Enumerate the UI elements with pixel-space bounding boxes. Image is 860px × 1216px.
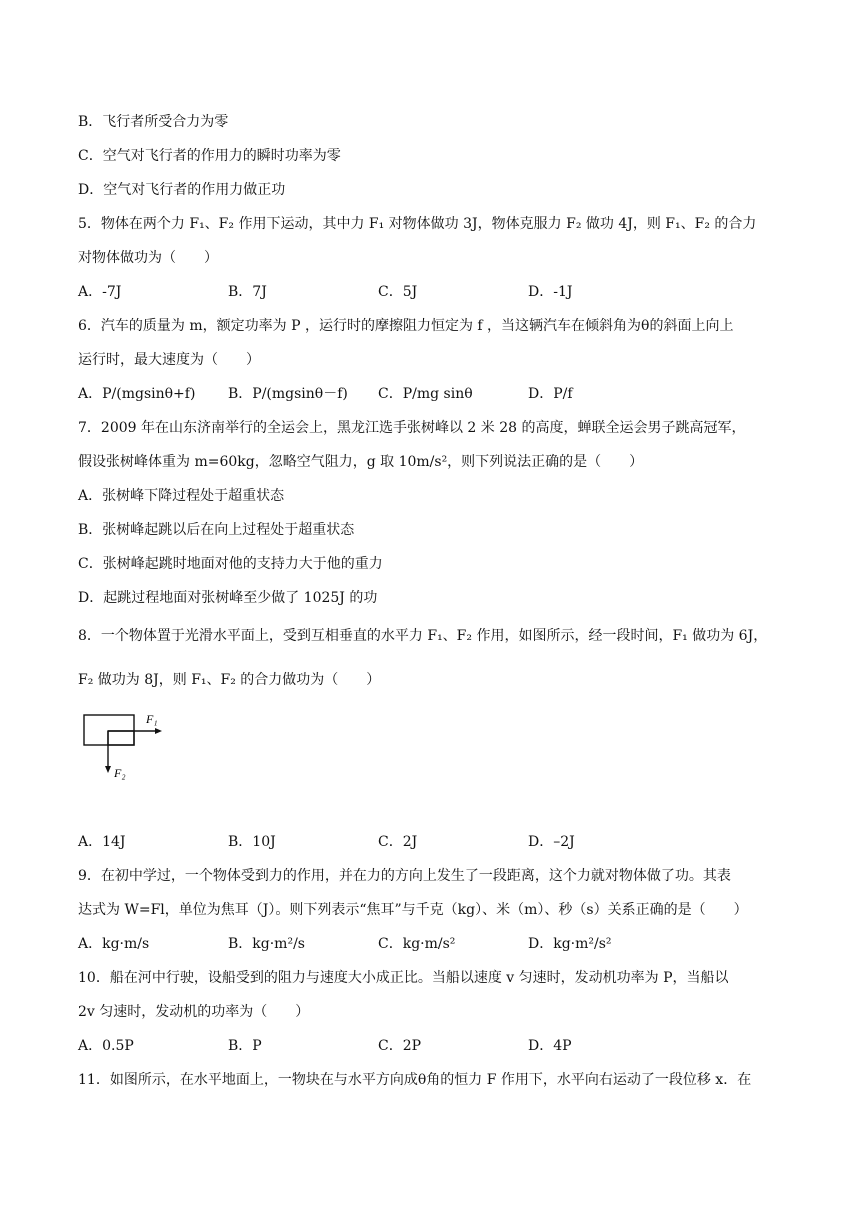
q10-stem-line2: 2v 匀速时，发动机的功率为（ ）	[78, 1004, 310, 1020]
q9-stem-line2: 达式为 W=Fl，单位为焦耳（J）。则下列表示“焦耳”与千克（kg）、米（m）、秒（s）关系正确的是（ ）	[78, 902, 748, 918]
q9-option-c: C．kg·m/s²	[378, 936, 456, 952]
f2-label: F₂	[114, 766, 126, 780]
q7-option-b: B．张树峰起跳以后在向上过程处于超重状态	[78, 522, 355, 538]
q6-option-d: D．P/f	[528, 386, 573, 402]
q8-option-c: C．2J	[378, 834, 418, 850]
q9-option-a: A．kg·m/s	[78, 936, 150, 952]
q5-option-c: C．5J	[378, 284, 418, 300]
q7-stem-line2: 假设张树峰体重为 m=60kg，忽略空气阻力，g 取 10m/s²，则下列说法正确的是（ ）	[78, 454, 644, 470]
q6-stem-line1: 6．汽车的质量为 m，额定功率为 P ，运行时的摩擦阻力恒定为 f ，当这辆汽车在倾斜角为θ的斜面上向上	[78, 318, 734, 334]
q10-option-b: B．P	[228, 1038, 262, 1054]
f1-label: F₁	[146, 712, 158, 726]
q9-option-b: B．kg·m²/s	[228, 936, 305, 952]
q7-stem-line1: 7．2009 年在山东济南举行的全运会上，黑龙江选手张树峰以 2 米 28 的高度，蝉联全运会男子跳高冠军，	[78, 420, 746, 436]
q6-stem-line2: 运行时，最大速度为（ ）	[78, 352, 260, 368]
q6-option-a: A．P/(mgsinθ+f)	[78, 386, 196, 402]
q5-stem-line1: 5．物体在两个力 F₁、F₂ 作用下运动，其中力 F₁ 对物体做功 3J，物体克服力 F₂ 做功 4J，则 F₁、F₂ 的合力	[78, 216, 757, 232]
q5-option-d: D．-1J	[528, 284, 573, 300]
q10-option-d: D．4P	[528, 1038, 572, 1054]
q8-stem-line2: F₂ 做功为 8J，则 F₁、F₂ 的合力做功为（ ）	[78, 672, 381, 688]
q10-stem-line1: 10．船在河中行驶，设船受到的阻力与速度大小成正比。当船以速度 v 匀速时，发动机功率为 P，当船以	[78, 970, 729, 986]
force-diagram	[78, 705, 178, 785]
q4-option-c: C．空气对飞行者的作用力的瞬时功率为零	[78, 148, 341, 164]
q5-option-b: B．7J	[228, 284, 267, 300]
q7-option-a: A．张树峰下降过程处于超重状态	[78, 488, 285, 504]
q11-stem-line1: 11．如图所示，在水平地面上，一物块在与水平方向成θ角的恒力 F 作用下，水平向右运动了一段位移 x．在	[78, 1072, 752, 1088]
q6-option-b: B．P/(mgsinθ－f)	[228, 386, 348, 402]
q10-option-c: C．2P	[378, 1038, 422, 1054]
q4-option-d: D．空气对飞行者的作用力做正功	[78, 182, 286, 198]
q7-option-c: C．张树峰起跳时地面对他的支持力大于他的重力	[78, 556, 383, 572]
q8-option-a: A．14J	[78, 834, 126, 850]
q6-option-c: C．P/mg sinθ	[378, 386, 473, 402]
block-outer	[84, 715, 134, 745]
q5-option-a: A．-7J	[78, 284, 122, 300]
f2-arrowhead	[105, 766, 111, 773]
f1-arrowhead	[155, 728, 162, 734]
block-inner	[108, 731, 134, 745]
q10-option-a: A．0.5P	[78, 1038, 134, 1054]
q8-stem-line1: 8．一个物体置于光滑水平面上，受到互相垂直的水平力 F₁、F₂ 作用，如图所示，经一段时间，F₁ 做功为 6J，	[78, 628, 768, 644]
q9-stem-line1: 9．在初中学过，一个物体受到力的作用，并在力的方向上发生了一段距离，这个力就对物体做了功。其表	[78, 868, 731, 884]
q8-option-b: B．10J	[228, 834, 276, 850]
q7-option-d: D．起跳过程地面对张树峰至少做了 1025J 的功	[78, 590, 378, 606]
q9-option-d: D．kg·m²/s²	[528, 936, 612, 952]
q5-stem-line2: 对物体做功为（ ）	[78, 250, 218, 266]
q4-option-b: B．飞行者所受合力为零	[78, 114, 229, 130]
q8-option-d: D．–2J	[528, 834, 575, 850]
